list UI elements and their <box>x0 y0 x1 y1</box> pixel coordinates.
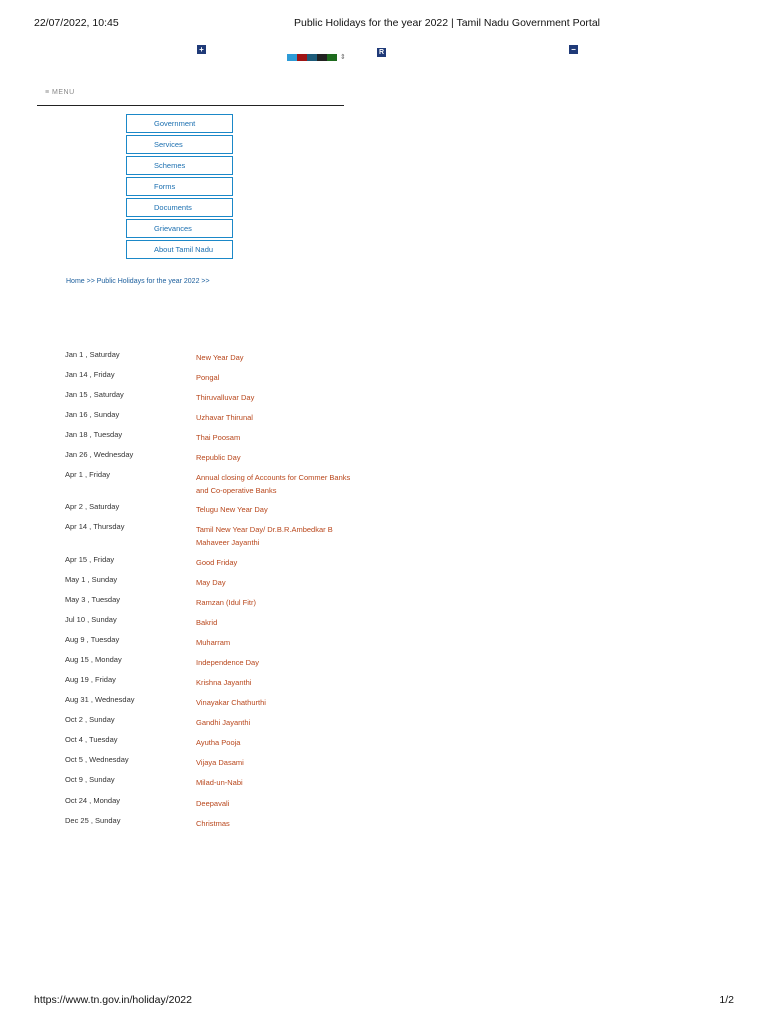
print-timestamp: 22/07/2022, 10:45 <box>34 17 119 29</box>
nav-item-about-tamil-nadu[interactable]: About Tamil Nadu <box>126 240 233 259</box>
zoom-in-button[interactable]: + <box>197 45 206 54</box>
holiday-date: Jan 15 , Saturday <box>65 390 124 399</box>
holiday-date: Apr 2 , Saturday <box>65 502 120 511</box>
holiday-date: Jul 10 , Sunday <box>65 615 117 624</box>
menu-toggle[interactable]: ≡ MENU <box>45 89 75 96</box>
holiday-date: Apr 14 , Thursday <box>65 522 125 531</box>
holiday-name: Thai Poosam <box>196 433 241 442</box>
nav-item-services[interactable]: Services <box>126 135 233 154</box>
reset-button[interactable]: R <box>378 49 385 56</box>
holiday-date: Oct 4 , Tuesday <box>65 735 118 744</box>
nav-item-documents[interactable]: Documents <box>126 198 233 217</box>
holiday-date: Apr 15 , Friday <box>65 555 115 564</box>
print-page-title: Public Holidays for the year 2022 | Tamil Nadu Government Portal <box>294 17 601 29</box>
holiday-date: Dec 25 , Sunday <box>65 816 121 825</box>
holiday-name: Independence Day <box>196 658 259 667</box>
holiday-name: Deepavali <box>196 799 230 808</box>
holiday-name: Bakrid <box>196 618 218 627</box>
holiday-name: Vinayakar Chathurthi <box>196 698 266 707</box>
holiday-name: Telugu New Year Day <box>196 505 268 514</box>
nav-item-schemes[interactable]: Schemes <box>126 156 233 175</box>
holiday-date: Oct 5 , Wednesday <box>65 755 129 764</box>
holiday-name: Gandhi Jayanthi <box>196 718 251 727</box>
holiday-date: Oct 2 , Sunday <box>65 715 115 724</box>
holiday-date: Oct 9 , Sunday <box>65 775 115 784</box>
print-url: https://www.tn.gov.in/holiday/2022 <box>34 994 192 1006</box>
holiday-date: Oct 24 , Monday <box>65 796 121 805</box>
holiday-name: Republic Day <box>196 453 241 462</box>
holiday-name: Pongal <box>196 373 220 382</box>
holiday-name: Ayutha Pooja <box>196 738 241 747</box>
holiday-date: Jan 1 , Saturday <box>65 350 120 359</box>
zoom-out-button[interactable]: − <box>569 45 578 54</box>
holiday-name: Ramzan (Idul Fitr) <box>196 598 257 607</box>
swatch-toggle-icon[interactable]: ⇕ <box>340 54 346 61</box>
holiday-date: Apr 1 , Friday <box>65 470 111 479</box>
holiday-name: Milad-un-Nabi <box>196 778 243 787</box>
holiday-name: Uzhavar Thirunal <box>196 413 253 422</box>
holiday-date: May 3 , Tuesday <box>65 595 121 604</box>
breadcrumb[interactable]: Home >> Public Holidays for the year 2022 >> <box>66 278 210 285</box>
holiday-date: Jan 16 , Sunday <box>65 410 120 419</box>
holiday-name: Krishna Jayanthi <box>196 678 252 687</box>
nav-item-government[interactable]: Government <box>126 114 233 133</box>
holiday-date: Aug 9 , Tuesday <box>65 635 120 644</box>
holiday-name: Thiruvalluvar Day <box>196 393 255 402</box>
holiday-name: May Day <box>196 578 226 587</box>
print-page-number: 1/2 <box>719 994 734 1006</box>
holiday-date: Aug 19 , Friday <box>65 675 116 684</box>
nav-item-grievances[interactable]: Grievances <box>126 219 233 238</box>
holiday-name: Tamil New Year Day/ Dr.B.R.Ambedkar B Mahaveer Jayanthi <box>196 525 333 547</box>
holiday-date: Jan 26 , Wednesday <box>65 450 134 459</box>
holiday-date: Jan 14 , Friday <box>65 370 115 379</box>
holiday-name: New Year Day <box>196 353 244 362</box>
print-footer <box>34 994 734 1008</box>
holiday-name: Christmas <box>196 819 230 828</box>
holiday-date: Aug 31 , Wednesday <box>65 695 135 704</box>
nav-item-forms[interactable]: Forms <box>126 177 233 196</box>
holiday-date: Aug 15 , Monday <box>65 655 122 664</box>
holiday-name: Vijaya Dasami <box>196 758 244 767</box>
holiday-name: Annual closing of Accounts for Commer Banks and Co-operative Banks <box>196 473 351 495</box>
holiday-name: Good Friday <box>196 558 238 567</box>
holiday-name: Muharram <box>196 638 231 647</box>
holiday-date: May 1 , Sunday <box>65 575 118 584</box>
holiday-date: Jan 18 , Tuesday <box>65 430 123 439</box>
